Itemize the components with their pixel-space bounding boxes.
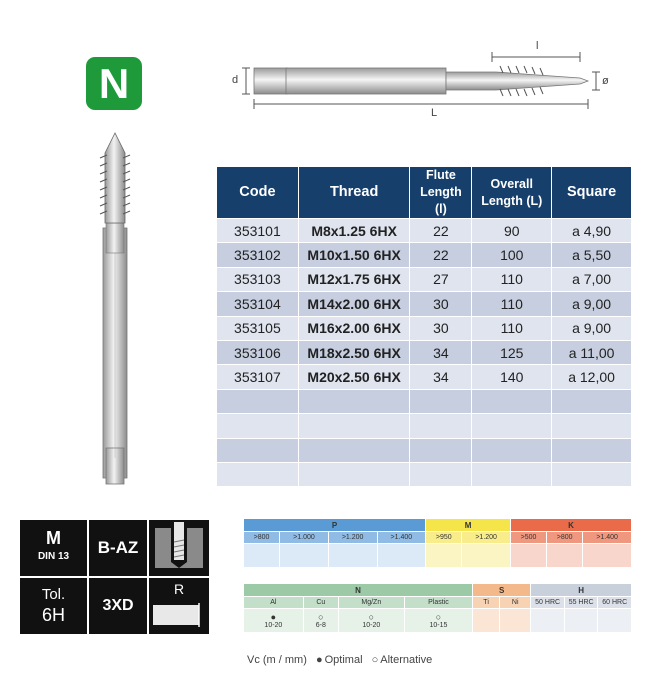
subgroup: Mg/Zn bbox=[338, 597, 404, 609]
cell-thread: M16x2.00 6HX bbox=[298, 316, 410, 340]
cutting-speed: 10-15 bbox=[429, 622, 448, 629]
cell-thread: M14x2.00 6HX bbox=[298, 292, 410, 316]
cell-square: a 9,00 bbox=[552, 292, 632, 316]
header-thread: Thread bbox=[298, 167, 410, 219]
cell-flute-length: 34 bbox=[410, 365, 472, 389]
tap-size-table bbox=[216, 166, 632, 487]
cell-square: a 4,90 bbox=[552, 219, 632, 243]
material-group-row bbox=[244, 519, 632, 532]
table-row bbox=[217, 316, 632, 340]
table-row bbox=[217, 267, 632, 291]
material-value-row bbox=[244, 544, 632, 568]
depth-cell: 3XD bbox=[89, 578, 147, 634]
material-group-row bbox=[244, 584, 632, 597]
material-subgroup-row bbox=[244, 597, 632, 609]
cell-overall-length: 110 bbox=[472, 316, 552, 340]
shank-icon bbox=[149, 597, 209, 633]
thread-standard-cell bbox=[20, 520, 87, 576]
cell-overall-length: 140 bbox=[472, 365, 552, 389]
material-group-badge: N bbox=[86, 57, 142, 110]
tolerance-value: 6H bbox=[41, 605, 65, 625]
dim-label-diameter: ø bbox=[602, 75, 609, 87]
optimal-marker: ● bbox=[270, 612, 277, 622]
subgroup: 50 HRC bbox=[531, 597, 565, 609]
legend-optimal-icon: ● bbox=[315, 654, 323, 666]
subgroup: Ni bbox=[500, 597, 531, 609]
subgroup: Plastic bbox=[404, 597, 472, 609]
legend-alternative: Alternative bbox=[380, 654, 433, 666]
group-n: N bbox=[244, 584, 473, 597]
cell-flute-length: 30 bbox=[410, 292, 472, 316]
alternative-marker: ○ bbox=[435, 612, 442, 622]
cell-code: 353101 bbox=[217, 219, 299, 243]
table-row-empty bbox=[217, 438, 632, 462]
material-value-row bbox=[244, 609, 632, 633]
subgroup: >800 bbox=[244, 532, 280, 544]
hole-type-cell bbox=[149, 520, 209, 576]
cell-code: 353105 bbox=[217, 316, 299, 340]
legend-optimal: Optimal bbox=[324, 654, 363, 666]
table-row bbox=[217, 340, 632, 364]
table-row-empty bbox=[217, 462, 632, 486]
header-overall-length: Overall Length (L) bbox=[472, 167, 552, 219]
dim-label-d: d bbox=[232, 74, 239, 86]
cutting-speed: 10-20 bbox=[362, 622, 381, 629]
cell-flute-length: 22 bbox=[410, 243, 472, 267]
cell-thread: M18x2.50 6HX bbox=[298, 340, 410, 364]
subgroup: Al bbox=[244, 597, 304, 609]
cell-thread: M10x1.50 6HX bbox=[298, 243, 410, 267]
material-table-bottom bbox=[243, 583, 632, 633]
cell-code: 353103 bbox=[217, 267, 299, 291]
table-row-empty bbox=[217, 389, 632, 413]
table-row bbox=[217, 243, 632, 267]
dim-label-l: l bbox=[536, 40, 539, 52]
group-m: M bbox=[426, 519, 511, 532]
subgroup: >1.400 bbox=[583, 532, 632, 544]
subgroup: 55 HRC bbox=[564, 597, 598, 609]
subgroup: >1.000 bbox=[280, 532, 329, 544]
cell-thread: M8x1.25 6HX bbox=[298, 219, 410, 243]
alternative-marker: ○ bbox=[368, 612, 375, 622]
table-row-empty bbox=[217, 414, 632, 438]
blind-hole-icon bbox=[149, 520, 209, 576]
table-row bbox=[217, 219, 632, 243]
legend bbox=[247, 654, 438, 666]
cell-overall-length: 125 bbox=[472, 340, 552, 364]
thread-standard-sub: DIN 13 bbox=[37, 551, 70, 562]
material-cell-mgzn bbox=[338, 609, 404, 633]
subgroup: Ti bbox=[473, 597, 500, 609]
cell-overall-length: 90 bbox=[472, 219, 552, 243]
legend-vc: Vc (m / mm) bbox=[247, 654, 307, 666]
group-k: K bbox=[511, 519, 632, 532]
subgroup: 60 HRC bbox=[598, 597, 632, 609]
cell-square: a 7,00 bbox=[552, 267, 632, 291]
subgroup: >1.200 bbox=[462, 532, 511, 544]
cell-overall-length: 110 bbox=[472, 292, 552, 316]
cell-code: 353107 bbox=[217, 365, 299, 389]
subgroup: >500 bbox=[511, 532, 547, 544]
cutting-speed: 10-20 bbox=[264, 622, 283, 629]
shank-label: R bbox=[173, 581, 185, 597]
subgroup: >800 bbox=[547, 532, 583, 544]
cell-flute-length: 22 bbox=[410, 219, 472, 243]
cell-overall-length: 110 bbox=[472, 267, 552, 291]
subgroup: Cu bbox=[303, 597, 338, 609]
subgroup: >950 bbox=[426, 532, 462, 544]
thread-standard-main: M bbox=[46, 528, 61, 548]
table-header-row bbox=[217, 167, 632, 219]
cell-code: 353106 bbox=[217, 340, 299, 364]
cell-overall-length: 100 bbox=[472, 243, 552, 267]
cell-thread: M12x1.75 6HX bbox=[298, 267, 410, 291]
group-h: H bbox=[531, 584, 632, 597]
material-table-top bbox=[243, 518, 632, 568]
tap-type-cell: B-AZ bbox=[89, 520, 147, 576]
material-cell-plastic bbox=[404, 609, 472, 633]
subgroup: >1.400 bbox=[377, 532, 426, 544]
header-flute-length: Flute Length (l) bbox=[410, 167, 472, 219]
group-p: P bbox=[244, 519, 426, 532]
cell-square: a 11,00 bbox=[552, 340, 632, 364]
table-row bbox=[217, 365, 632, 389]
subgroup: >1.200 bbox=[328, 532, 377, 544]
header-square: Square bbox=[552, 167, 632, 219]
shank-type-cell bbox=[149, 578, 209, 634]
cell-flute-length: 34 bbox=[410, 340, 472, 364]
table-row bbox=[217, 292, 632, 316]
tap-tool-vertical-image bbox=[90, 128, 140, 490]
cell-thread: M20x2.50 6HX bbox=[298, 365, 410, 389]
group-s: S bbox=[473, 584, 531, 597]
cell-flute-length: 30 bbox=[410, 316, 472, 340]
material-subgroup-row bbox=[244, 532, 632, 544]
material-cell-al bbox=[244, 609, 304, 633]
tolerance-label: Tol. bbox=[41, 586, 66, 603]
tap-dimension-diagram bbox=[228, 40, 620, 122]
header-code: Code bbox=[217, 167, 299, 219]
cell-code: 353104 bbox=[217, 292, 299, 316]
alternative-marker: ○ bbox=[318, 612, 324, 622]
cell-square: a 9,00 bbox=[552, 316, 632, 340]
dim-label-L: L bbox=[431, 107, 438, 119]
cell-flute-length: 27 bbox=[410, 267, 472, 291]
cell-square: a 12,00 bbox=[552, 365, 632, 389]
cell-square: a 5,50 bbox=[552, 243, 632, 267]
cell-code: 353102 bbox=[217, 243, 299, 267]
tolerance-cell bbox=[20, 578, 87, 634]
legend-alternative-icon: ○ bbox=[371, 654, 379, 666]
material-cell-cu bbox=[303, 609, 338, 633]
cutting-speed: 6-8 bbox=[315, 622, 326, 629]
